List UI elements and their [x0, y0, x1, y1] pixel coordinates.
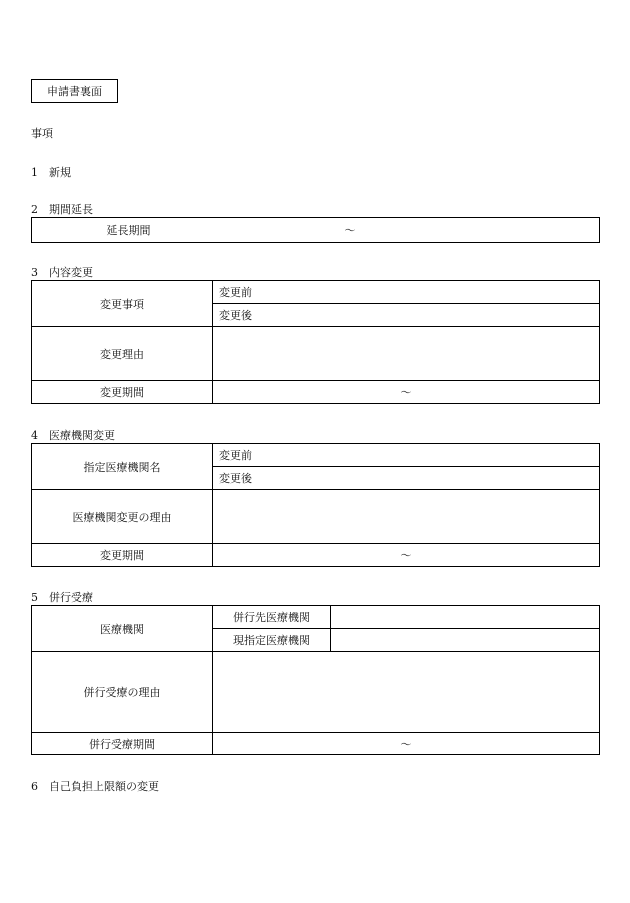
extension-period-range[interactable]: [225, 218, 600, 243]
tilde-separator: ～: [400, 549, 412, 562]
institution-after-field[interactable]: [213, 467, 600, 490]
section-1-label: 1 新規: [31, 166, 71, 179]
change-after-label: 変更後: [219, 309, 252, 322]
institution-change-table: [31, 443, 600, 567]
form-title: 申請書裏面: [31, 79, 118, 103]
institution-before-label: 変更前: [219, 449, 252, 462]
content-change-table: [31, 280, 600, 404]
change-reason-label: 変更理由: [32, 327, 213, 381]
change-before-field[interactable]: [213, 281, 600, 304]
change-reason-field[interactable]: [213, 327, 600, 381]
institution-change-period-label: 変更期間: [32, 544, 213, 567]
section-3-label: 3 内容変更: [31, 266, 93, 279]
section-6-label: 6 自己負担上限額の変更: [31, 780, 159, 793]
extension-table: [31, 217, 600, 243]
section-2-label: 2 期間延長: [31, 203, 93, 216]
tilde-separator: ～: [344, 224, 356, 237]
current-institution-label: 現指定医療機関: [213, 629, 331, 652]
concurrent-period-range[interactable]: [213, 733, 600, 755]
extension-period-label: 延長期間: [106, 224, 151, 237]
concurrent-period-label: 併行受療期間: [32, 733, 213, 755]
section-4-label: 4 医療機関変更: [31, 429, 115, 442]
change-after-field[interactable]: [213, 304, 600, 327]
concurrent-treatment-table: [31, 605, 600, 755]
tilde-separator: ～: [400, 386, 412, 399]
change-period-range[interactable]: [213, 381, 600, 404]
institution-after-label: 変更後: [219, 472, 252, 485]
change-item-label: 変更事項: [32, 281, 213, 327]
designated-institution-label: 指定医療機関名: [32, 444, 213, 490]
concurrent-institution-field[interactable]: [331, 606, 600, 629]
concurrent-reason-field[interactable]: [213, 652, 600, 733]
items-heading: 事項: [31, 127, 53, 140]
institution-label: 医療機関: [32, 606, 213, 652]
institution-change-reason-field[interactable]: [213, 490, 600, 544]
institution-change-period-range[interactable]: [213, 544, 600, 567]
current-institution-field[interactable]: [331, 629, 600, 652]
concurrent-reason-label: 併行受療の理由: [32, 652, 213, 733]
institution-before-field[interactable]: [213, 444, 600, 467]
change-period-label: 変更期間: [32, 381, 213, 404]
change-before-label: 変更前: [219, 286, 252, 299]
concurrent-institution-label: 併行先医療機関: [213, 606, 331, 629]
institution-change-reason-label: 医療機関変更の理由: [32, 490, 213, 544]
tilde-separator: ～: [400, 737, 412, 751]
section-5-label: 5 併行受療: [31, 591, 93, 604]
